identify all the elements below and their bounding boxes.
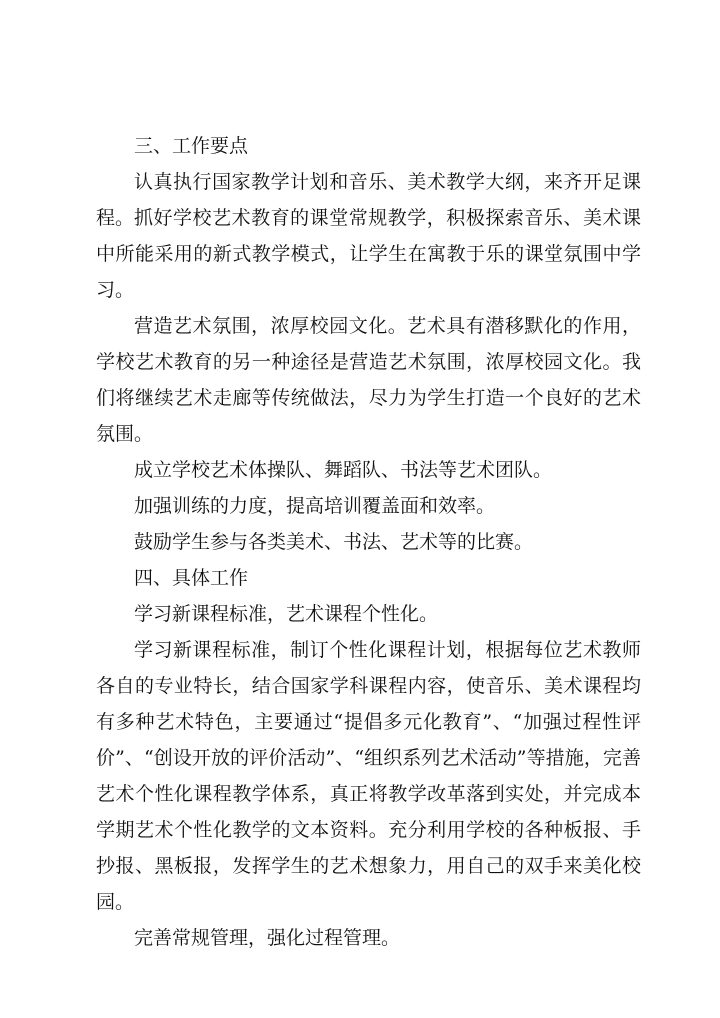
paragraph: 营造艺术氛围，浓厚校园文化。艺术具有潜移默化的作用，学校艺术教育的另一种途径是营造艺术氛围，浓厚校园文化。我们将继续艺术走廊等传统做法，尽力为学生打造一个良好的艺术氛围。 <box>96 315 641 445</box>
paragraph: 抓好学校艺术教育的课堂常规教学，积极探索音乐、美术课中所能采用的新式教学模式，让学生在寓教于乐的课堂氛围中学习。 <box>96 207 641 301</box>
paragraph: 完善常规管理，强化过程管理。 <box>134 927 401 949</box>
paragraph: 学习新课程标准，艺术课程个性化。 <box>134 603 439 625</box>
paragraph: 成立学校艺术体操队、舞蹈队、书法等艺术团队。 <box>134 459 553 481</box>
section-heading-specific-work: 四、具体工作 <box>134 567 249 589</box>
paragraph: 学习新课程标准，制订个性化课程计划，根据每位艺术教师各自的专业特长，结合国家学科课程内容，使音乐、美术课程均有多种艺术特色，主要通过“提倡多元化教育”、“加强过程性评价”、“创设开放的评价活动”、“组织系列艺术活动”等措施，完善艺术个性化课程教学体系，真正将教学改革落到实处，并完成本学期艺术个性化教学的文本资料。充分利用学校的各种板报、手抄报、黑板报，发挥学生的艺术想象力，用自己的双手来美化校园。 <box>96 639 641 913</box>
section-heading-work-points: 三、工作要点 <box>134 135 249 157</box>
document-body <box>96 128 641 956</box>
paragraph: 加强训练的力度，提高培训覆盖面和效率。 <box>134 495 496 517</box>
paragraph: 鼓励学生参与各类美术、书法、艺术等的比赛。 <box>134 531 534 553</box>
paragraph: 认真执行国家教学计划和音乐、美术教学大纲，来齐开足课程。 <box>96 171 641 229</box>
